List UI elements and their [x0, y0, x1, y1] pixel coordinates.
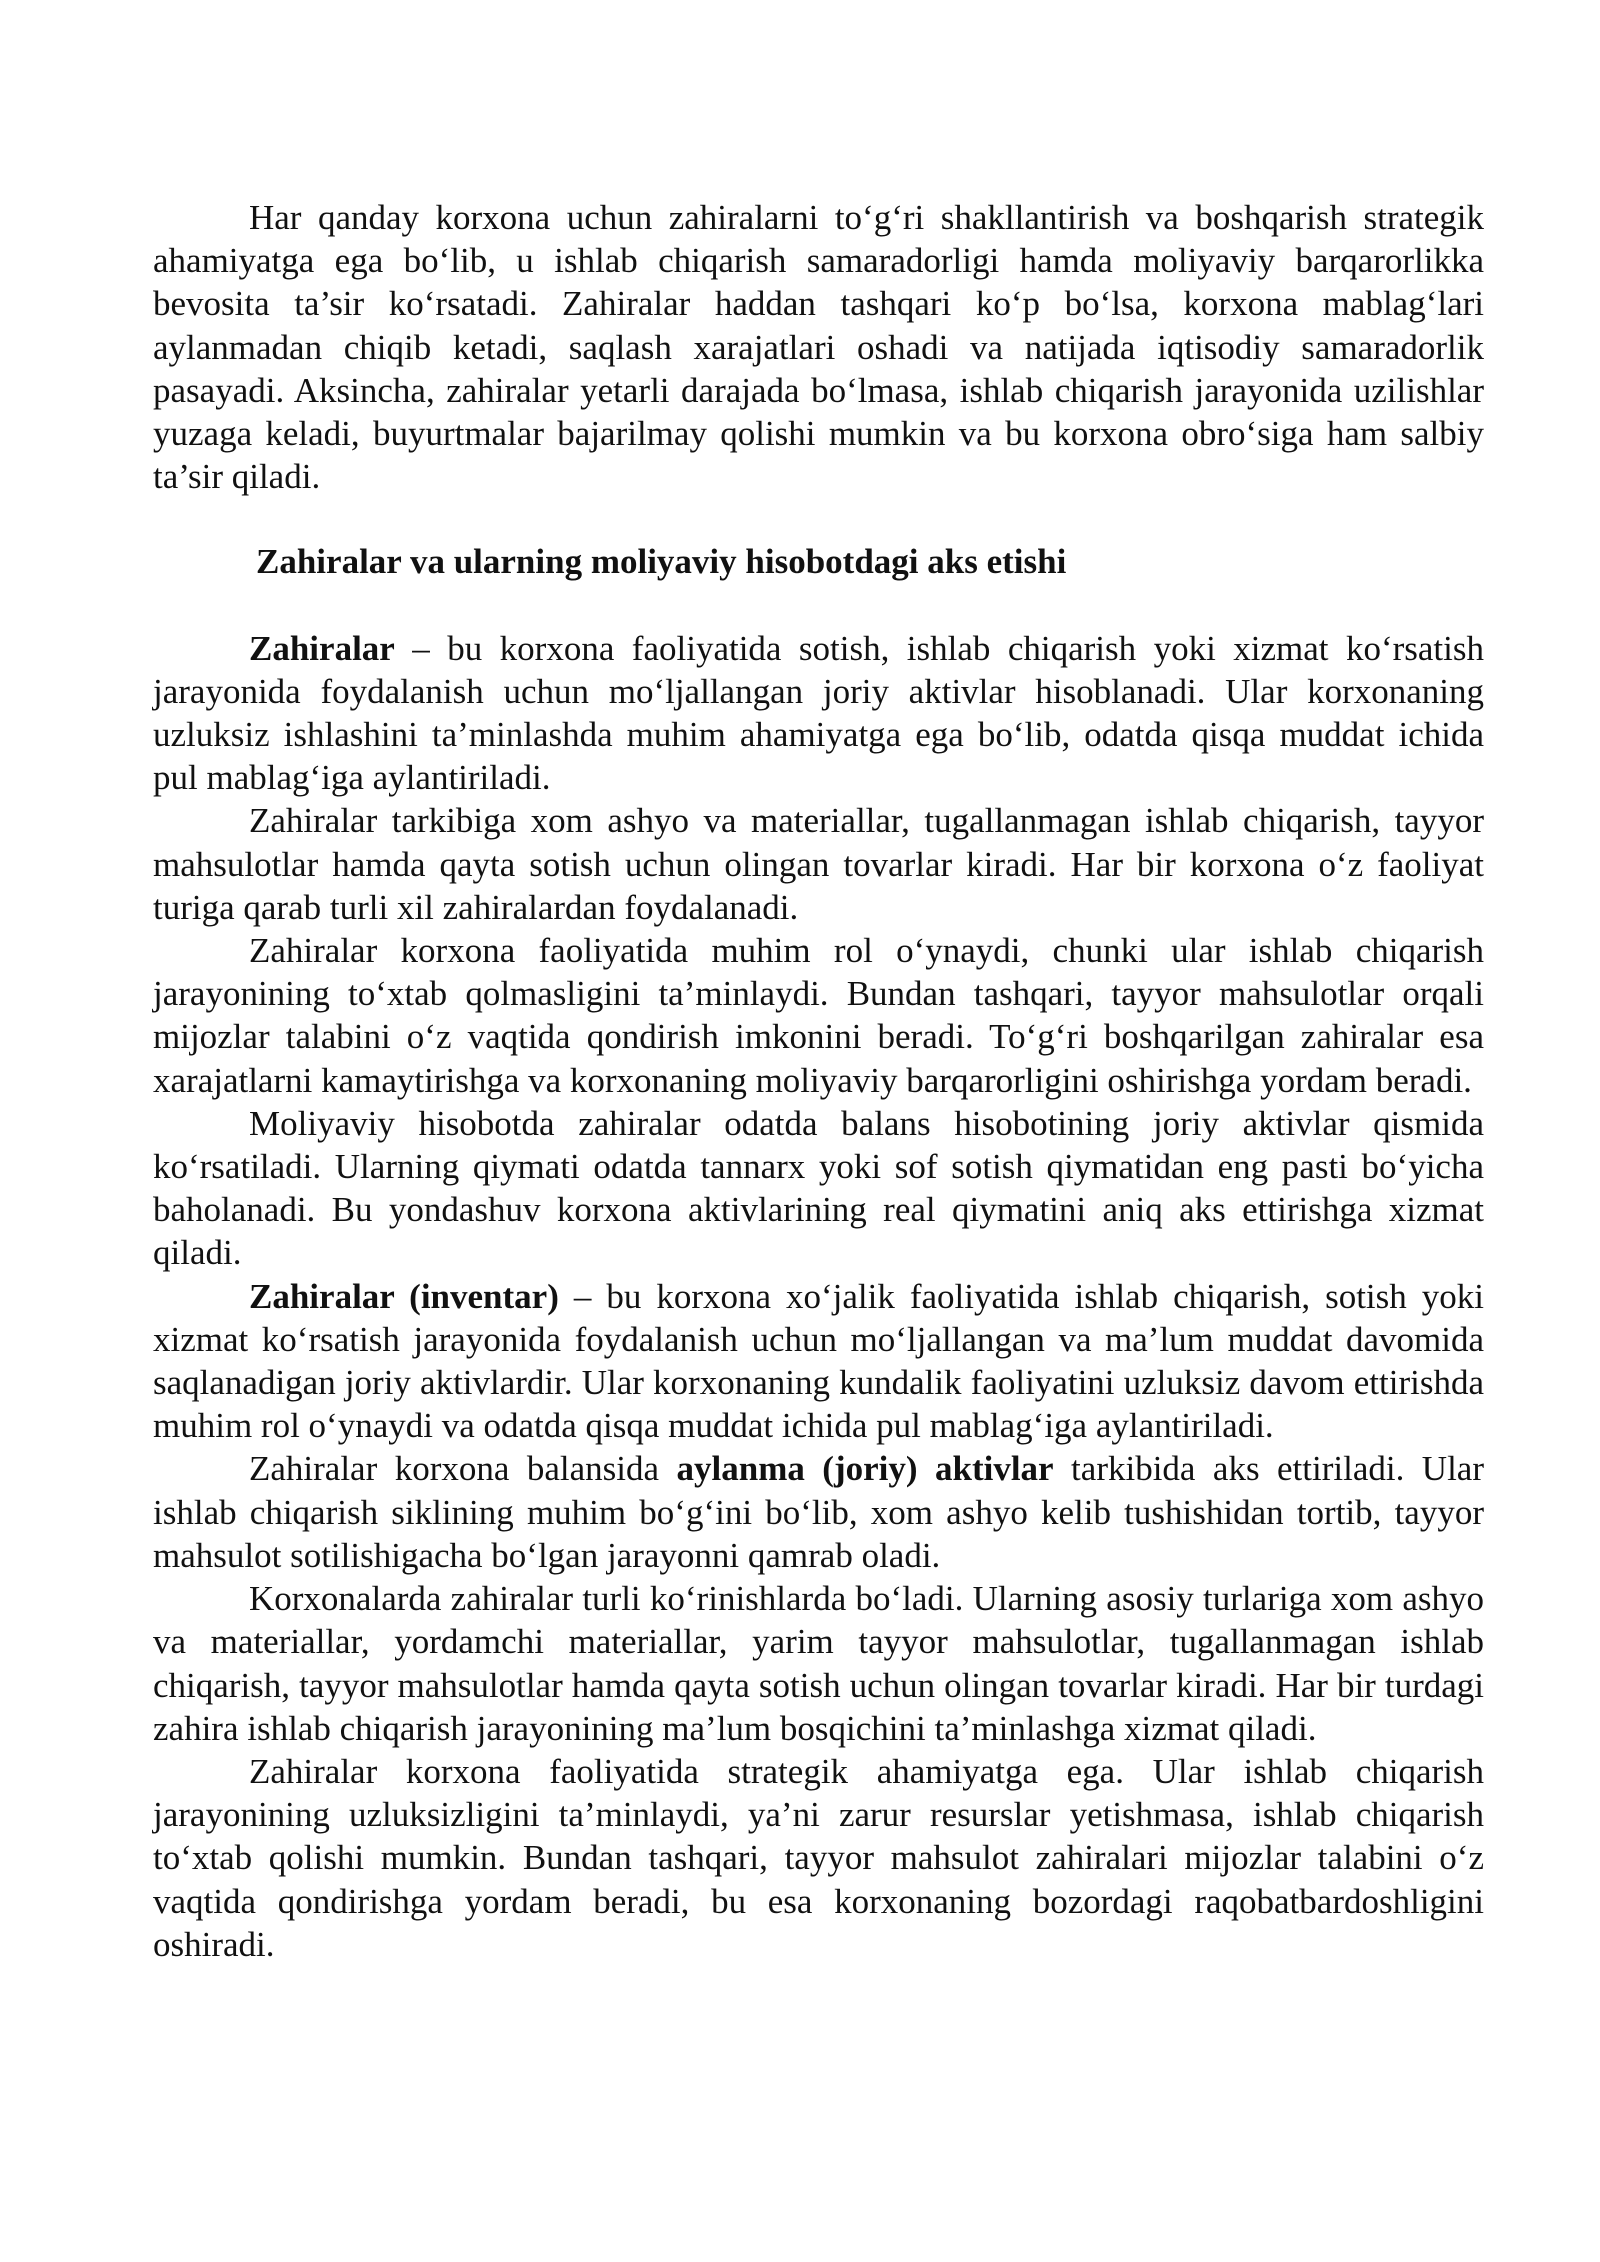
section-heading: Zahiralar va ularning moliyaviy hisobotdagi aks etishi — [256, 542, 1067, 582]
document-page — [153, 196, 1484, 1966]
paragraph-composition: Zahiralar tarkibiga xom ashyo va materiallar, tugallanmagan ishlab chiqarish, tayyor mahsulotlar hamda qayta sotish uchun olingan tovarlar kiradi. Har bir korxona o‘z faoliyat turiga qarab turli xil zahiralardan foydalanadi. — [153, 801, 1484, 927]
intro-paragraph: Har qanday korxona uchun zahiralarni to‘g‘ri shakllantirish va boshqarish strategik ahamiyatga ega bo‘lib, u ishlab chiqarish samaradorligi hamda moliyaviy barqarorlikka bevosita ta’sir ko‘rsatadi. Zahiralar haddan tashqari ko‘p bo‘lsa, korxona mablag‘lari aylanmadan chiqib ketadi, saqlash xarajatlari oshadi va natijada iqtisodiy samaradorlik pasayadi. Aksincha, zahiralar yetarli darajada bo‘lmasa, ishlab chiqarish jarayonida uzilishlar yuzaga keladi, buyurtmalar bajarilmay qolishi mumkin va bu korxona obro‘siga ham salbiy ta’sir qiladi. — [153, 198, 1484, 497]
paragraph-role: Zahiralar korxona faoliyatida muhim rol o‘ynaydi, chunki ular ishlab chiqarish jarayonining to‘xtab qolmasligini ta’minlaydi. Bundan tashqari, tayyor mahsulotlar orqali mijozlar talabini o‘z vaqtida qondirish imkonini beradi. To‘g‘ri boshqarilgan zahiralar esa xarajatlarni kamaytirishga va korxonaning moliyaviy barqarorligini oshirishga yordam beradi. — [153, 931, 1484, 1100]
paragraph-text: – bu korxona faoliyatida sotish, ishlab chiqarish yoki xizmat ko‘rsatish jarayonida foydalanish uchun mo‘ljallangan joriy aktivlar hisoblanadi. Ular korxonaning uzluksiz ishlashini ta’minlashda muhim ahamiyatga ega bo‘lib, odatda qisqa muddat ichida pul mablag‘iga aylantiriladi. — [153, 628, 1484, 798]
paragraph-definition — [153, 627, 1484, 800]
paragraph-reporting: Moliyaviy hisobotda zahiralar odatda balans hisobotining joriy aktivlar qismida ko‘rsatiladi. Ularning qiymati odatda tannarx yoki sof sotish qiymatidan eng pasti bo‘yicha baholanadi. Bu yondashuv korxona aktivlarining real qiymatini aniq aks ettirishga xizmat qiladi. — [153, 1103, 1484, 1273]
paragraph-text: Zahiralar korxona balansida — [249, 1449, 677, 1489]
paragraph-text: tarkibida aks ettiriladi. Ular ishlab chiqarish siklining muhim bo‘g‘ini bo‘lib, xom ashyo kelib tushishidan tortib, tayyor mahsulot sotilishigacha bo‘lgan jarayonni qamrab oladi. — [153, 1449, 1484, 1575]
paragraph-inventory-definition — [153, 1275, 1484, 1448]
paragraph-balance — [153, 1447, 1484, 1577]
paragraph-strategic: Zahiralar korxona faoliyatida strategik ahamiyatga ega. Ular ishlab chiqarish jarayonining uzluksizligini ta’minlaydi, ya’ni zarur resurslar yetishmasa, ishlab chiqarish to‘xtab qolishi mumkin. Bundan tashqari, tayyor mahsulot zahiralari mijozlar talabini o‘z vaqtida qondirishga yordam beradi, bu esa korxonaning bozordagi raqobatbardoshligini oshiradi. — [153, 1751, 1484, 1964]
term-current-assets: aylanma (joriy) aktivlar — [676, 1449, 1054, 1489]
paragraph-text: – bu korxona xo‘jalik faoliyatida ishlab chiqarish, sotish yoki xizmat ko‘rsatish jarayonida foydalanish uchun mo‘ljallangan va ma’lum muddat davomida saqlanadigan joriy aktivlardir. Ular korxonaning kundalik faoliyatini uzluksiz davom ettirishda muhim rol o‘ynaydi va odatda qisqa muddat ichida pul mablag‘iga aylantiriladi. — [153, 1276, 1484, 1446]
paragraph-types: Korxonalarda zahiralar turli ko‘rinishlarda bo‘ladi. Ularning asosiy turlariga xom ashyo va materiallar, yordamchi materiallar, yarim tayyor mahsulotlar, tugallanmagan ishlab chiqarish, tayyor mahsulotlar hamda qayta sotish uchun olingan tovarlar kiradi. Har bir turdagi zahira ishlab chiqarish jarayonining ma’lum bosqichini ta’minlashga xizmat qiladi. — [153, 1579, 1484, 1748]
term-zahiralar: Zahiralar — [249, 628, 395, 668]
term-inventar: Zahiralar (inventar) — [249, 1276, 559, 1316]
